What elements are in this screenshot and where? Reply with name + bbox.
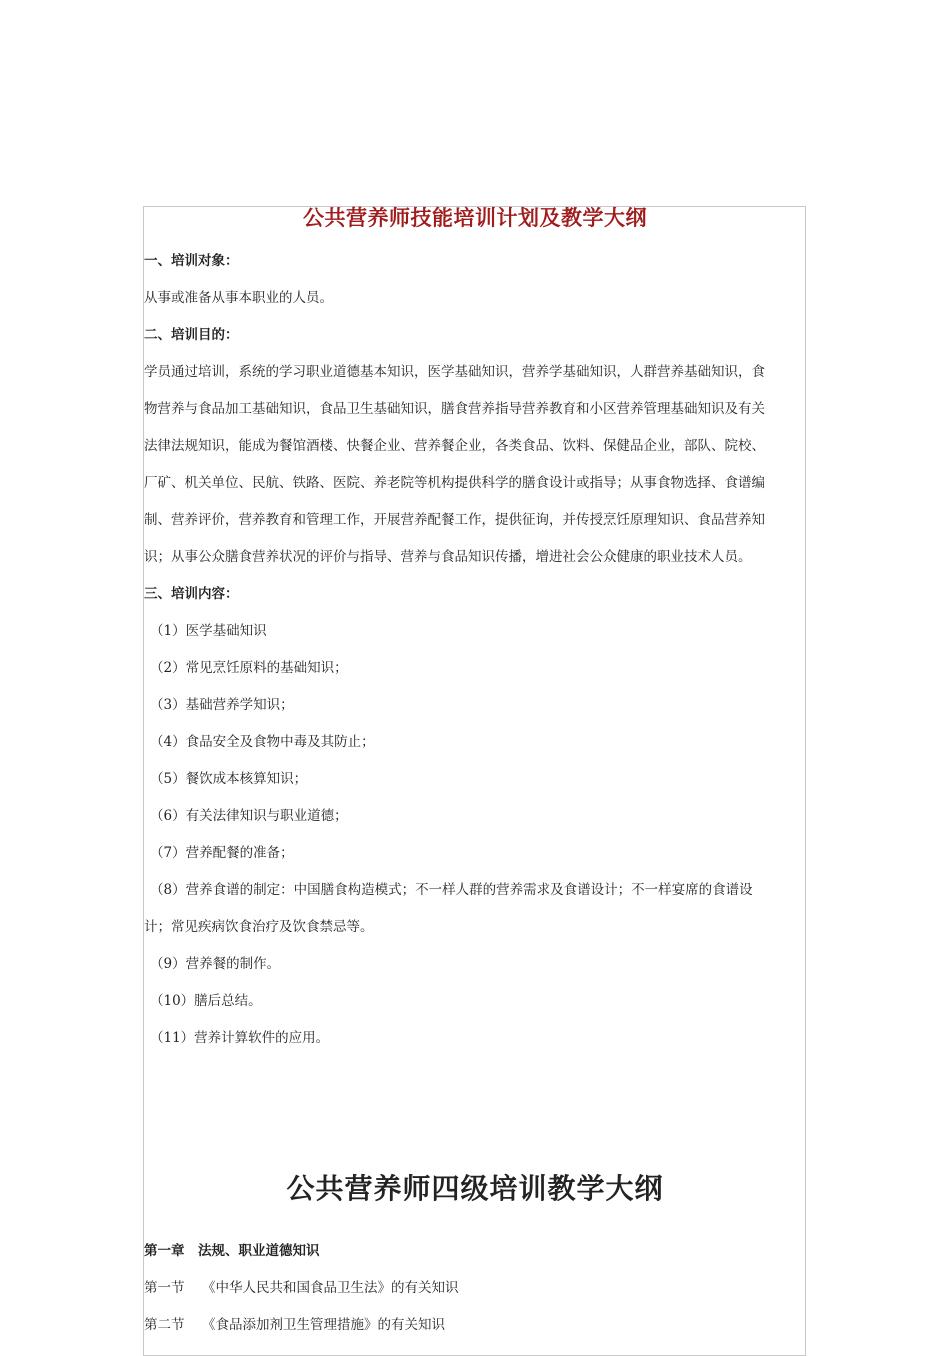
list-item: （2）常见烹饪原料的基础知识； — [150, 660, 348, 676]
list-item: （8）营养食谱的制定：中国膳食构造模式；不一样人群的营养需求及食谱设计；不一样宴席的食谱设 — [150, 882, 753, 898]
section-text: 《中华人民共和国食品卫生法》的有关知识 — [202, 1280, 459, 1296]
chapter-heading: 第一章 法规、职业道德知识 — [144, 1243, 320, 1259]
section3-heading: 三、培训内容： — [144, 586, 239, 602]
list-item: （3）基础营养学知识； — [150, 697, 294, 713]
section2-line: 厂矿、机关单位、民航、铁路、医院、养老院等机构提供科学的膳食设计或指导；从事食物选择、食谱编 — [144, 475, 765, 491]
outline-title: 公共营养师四级培训教学大纲 — [286, 1172, 664, 1205]
section2-line: 制、营养评价，营养教育和管理工作，开展营养配餐工作，提供征询，并传授烹饪原理知识、食品营养知 — [144, 512, 765, 528]
section2-line: 法律法规知识，能成为餐馆酒楼、快餐企业、营养餐企业，各类食品、饮料、保健品企业，部队、院校、 — [144, 438, 765, 454]
document-content — [144, 206, 806, 1344]
page-title: 公共营养师技能培训计划及教学大纲 — [303, 205, 647, 230]
outline-section — [144, 1270, 806, 1307]
section1-body: 从事或准备从事本职业的人员。 — [144, 290, 333, 306]
list-item: （1）医学基础知识 — [150, 623, 267, 639]
training-content-list — [144, 613, 806, 1057]
list-item: （7）营养配餐的准备； — [150, 845, 294, 861]
section2-heading: 二、培训目的： — [144, 327, 239, 343]
outline-section — [144, 1307, 806, 1344]
list-item: （5）餐饮成本核算知识； — [150, 771, 308, 787]
list-item-continued: 计；常见疾病饮食治疗及饮食禁忌等。 — [144, 919, 374, 935]
list-item: （9）营养餐的制作。 — [150, 956, 281, 972]
section1-heading: 一、培训对象： — [144, 253, 239, 269]
section2-line: 物营养与食品加工基础知识，食品卫生基础知识，膳食营养指导营养教育和小区营养管理基础知识及有关 — [144, 401, 765, 417]
section-text: 《食品添加剂卫生管理措施》的有关知识 — [202, 1317, 445, 1333]
section-label: 第一节 — [144, 1280, 185, 1296]
list-item: （4）食品安全及食物中毒及其防止； — [150, 734, 375, 750]
spacer — [144, 1057, 806, 1169]
section2-line: 学员通过培训，系统的学习职业道德基本知识，医学基础知识，营养学基础知识，人群营养基础知识，食 — [144, 364, 765, 380]
list-item: （11）营养计算软件的应用。 — [150, 1030, 330, 1046]
list-item: （10）膳后总结。 — [150, 993, 262, 1009]
section-label: 第二节 — [144, 1317, 185, 1333]
section2-line: 识；从事公众膳食营养状况的评价与指导、营养与食品知识传播，增进社会公众健康的职业技术人员。 — [144, 549, 752, 565]
list-item: （6）有关法律知识与职业道德； — [150, 808, 348, 824]
